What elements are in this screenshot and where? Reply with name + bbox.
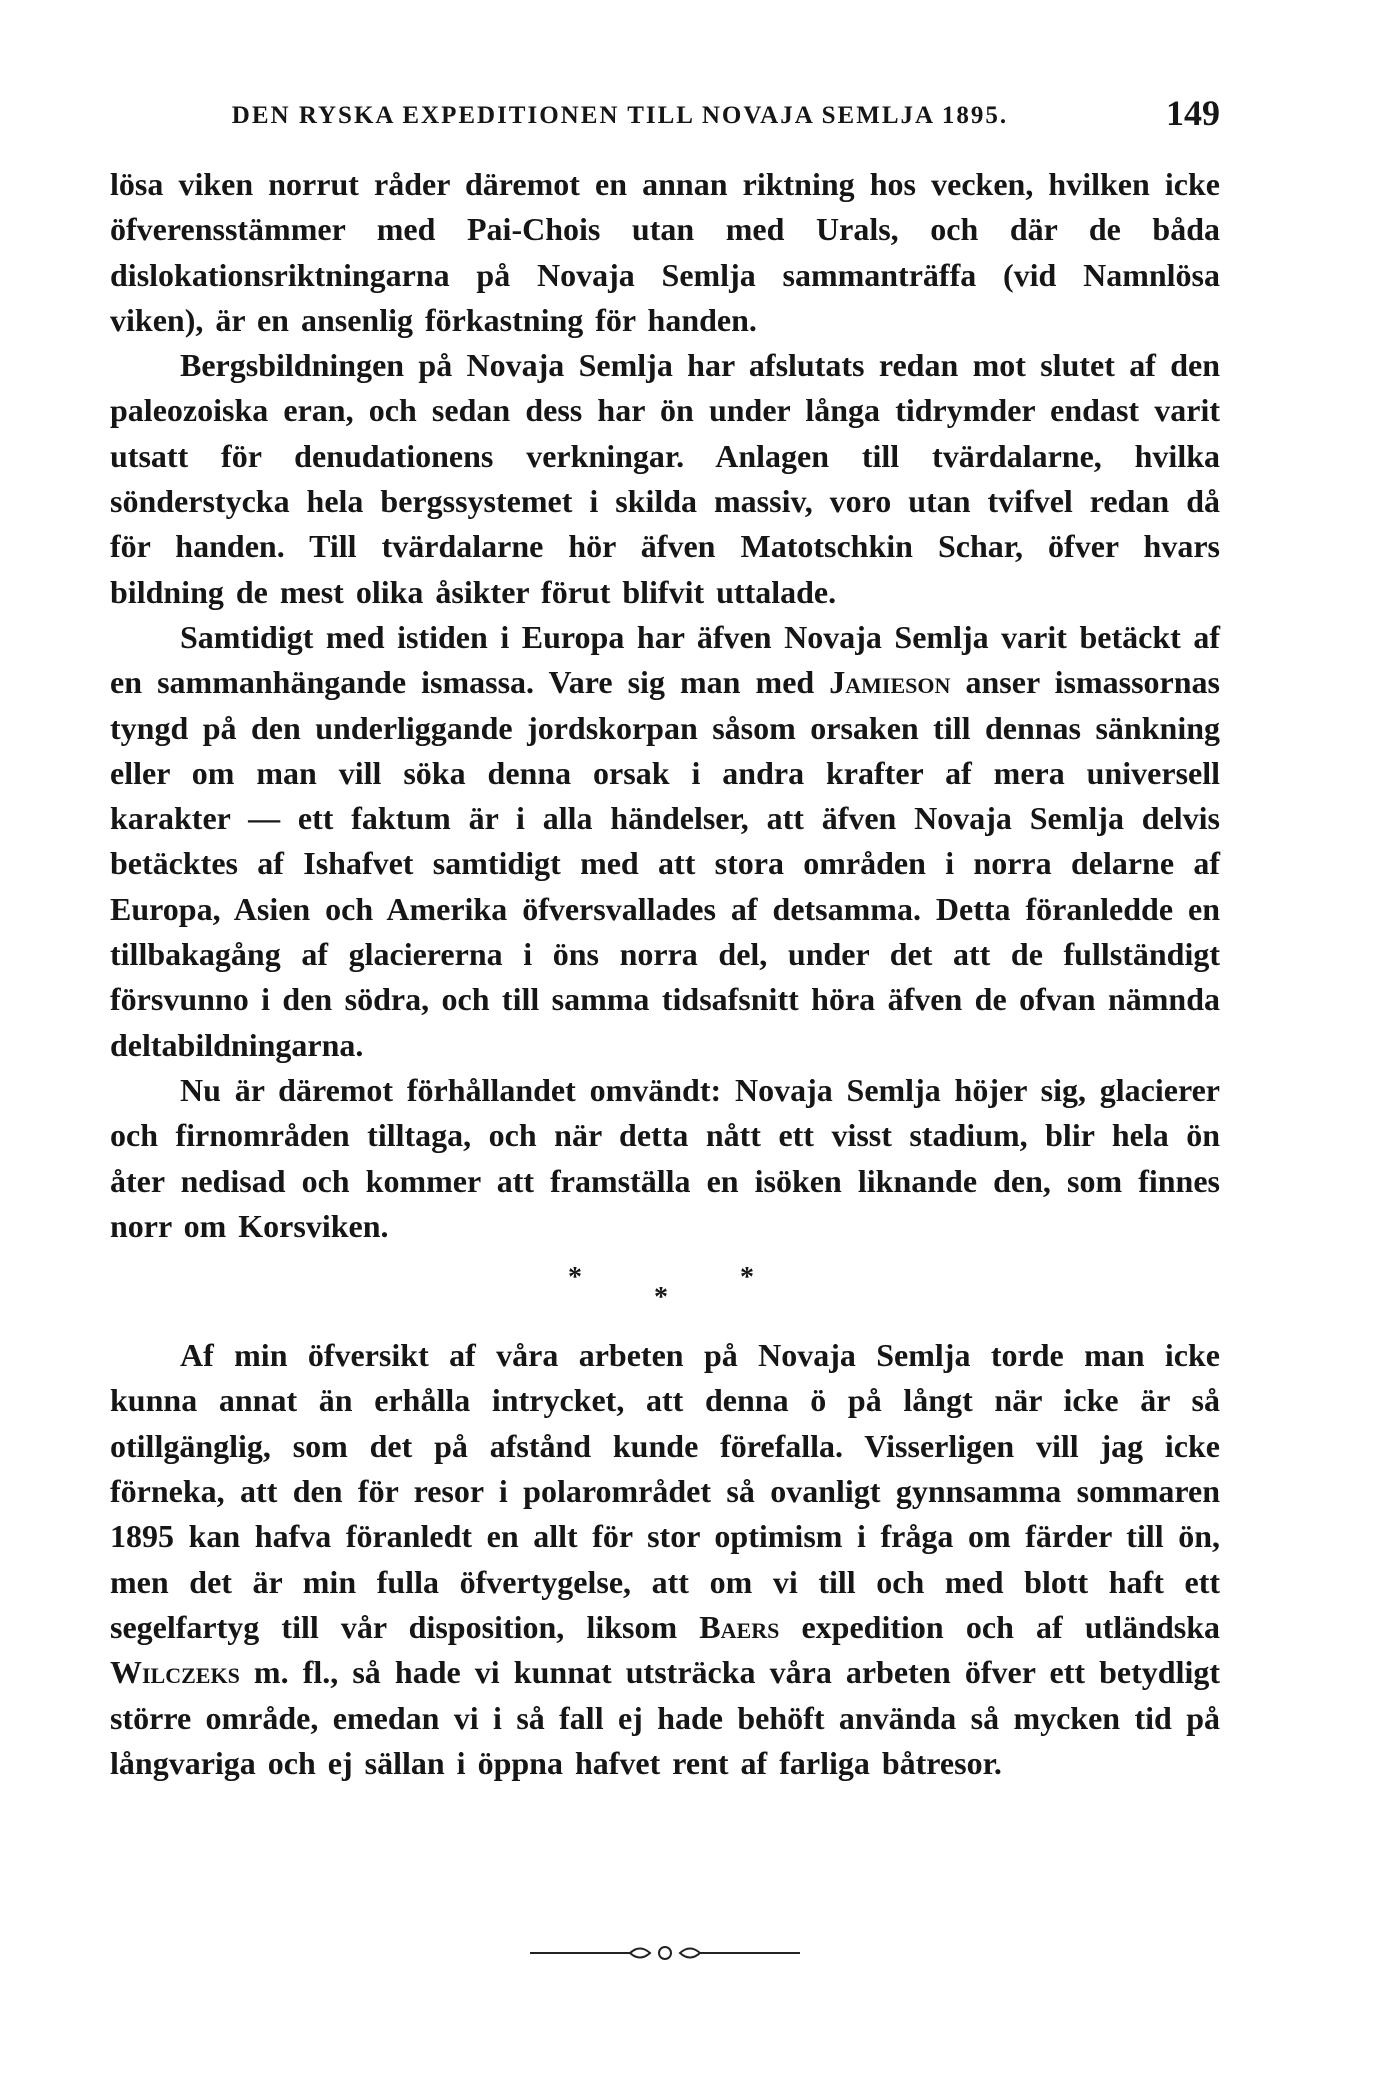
author-name-jamieson: Jamieson bbox=[829, 664, 951, 701]
separator-star-left: * bbox=[568, 1262, 582, 1294]
end-ornament-icon bbox=[530, 1940, 800, 1966]
paragraph-3 bbox=[110, 615, 1220, 1068]
paragraph-4: Nu är däremot förhållandet omvändt: Novaja Semlja höjer sig, glacierer och firnområden tilltaga, och när detta nått ett visst stadium, blir hela ön åter nedisad och kommer att framställa en isöken liknande den, som finnes norr om Korsviken. bbox=[110, 1071, 1220, 1244]
paragraph-5-text-b: expedition och af utländska bbox=[779, 1608, 1221, 1645]
author-name-baers: Baers bbox=[699, 1608, 780, 1645]
paragraph-2: Bergsbildningen på Novaja Semlja har afslutats redan mot slutet af den paleozoiska eran, och sedan dess har ön under långa tidrymder endast varit utsatt för denudationens verkningar. Anlagen till tvärdalarne, hvilka sönderstycka hela bergssystemet i skilda massiv, voro utan tvifvel redan då för handen. Till tvärdalarne hör äfven Matotschkin Schar, öfver hvars bildning de mest olika åsikter förut blifvit uttalade. bbox=[110, 347, 1220, 610]
author-name-wilczeks: Wilczeks bbox=[110, 1654, 240, 1691]
page bbox=[110, 92, 1220, 1786]
paragraph-5 bbox=[110, 1333, 1220, 1786]
page-header bbox=[110, 92, 1220, 140]
section-separator bbox=[110, 1255, 1220, 1325]
separator-star-bottom: * bbox=[654, 1282, 668, 1314]
page-number: 149 bbox=[1166, 93, 1220, 133]
body-text bbox=[110, 162, 1220, 1786]
separator-star-right: * bbox=[740, 1262, 754, 1294]
paragraph-1: lösa viken norrut råder däremot en annan riktning hos vecken, hvilken icke öfverensstämmer med Pai-Chois utan med Urals, och där de båda dislokationsriktningarna på Novaja Semlja sammanträffa (vid Namnlösa viken), är en ansenlig förkastning för handen. bbox=[110, 166, 1220, 338]
paragraph-3-text-a: Samtidigt med istiden i Europa har äfven Novaja Semlja varit betäckt af en sammanhängande ismassa. Vare sig man med bbox=[110, 618, 1220, 701]
paragraph-5-text-c: m. fl., så hade vi kunnat utsträcka våra arbeten öfver ett betydligt större område, emedan vi i så fall ej hade behöft använda så mycken tid på långvariga och ej sällan i öppna hafvet rent af farliga båtresor. bbox=[110, 1654, 1220, 1781]
running-head: DEN RYSKA EXPEDITIONEN TILL NOVAJA SEMLJA 1895. bbox=[231, 102, 1009, 129]
paragraph-5-text-a: Af min öfversikt af våra arbeten på Novaja Semlja torde man icke kunna annat än erhålla intrycket, att denna ö på långt när icke är så otillgänglig, som det på afstånd kunde förefalla. Visserligen vill jag icke förneka, att den för resor i polarområdet så ovanligt gynnsamma sommaren 1895 kan hafva föranledt en allt för stor optimism i fråga om färder till ön, men det är min fulla öfvertygelse, att om vi till och med blott haft ett segelfartyg till vår disposition, liksom bbox=[110, 1337, 1220, 1645]
paragraph-3-text-b: anser ismassornas tyngd på den underliggande jordskorpan såsom orsaken till dennas sänkning eller om man vill söka denna orsak i andra krafter af mera universell karakter — ett faktum är i alla händelser, att äfven Novaja Semlja delvis betäcktes af Ishafvet samtidigt med att stora områden i norra delarne af Europa, Asien och Amerika öfversvallades af detsamma. Detta föranledde en tillbakagång af glaciererna i öns norra del, under det att de fullständigt försvunno i den södra, och till samma tidsafsnitt höra äfven de ofvan nämnda deltabildningarna. bbox=[110, 664, 1220, 1063]
